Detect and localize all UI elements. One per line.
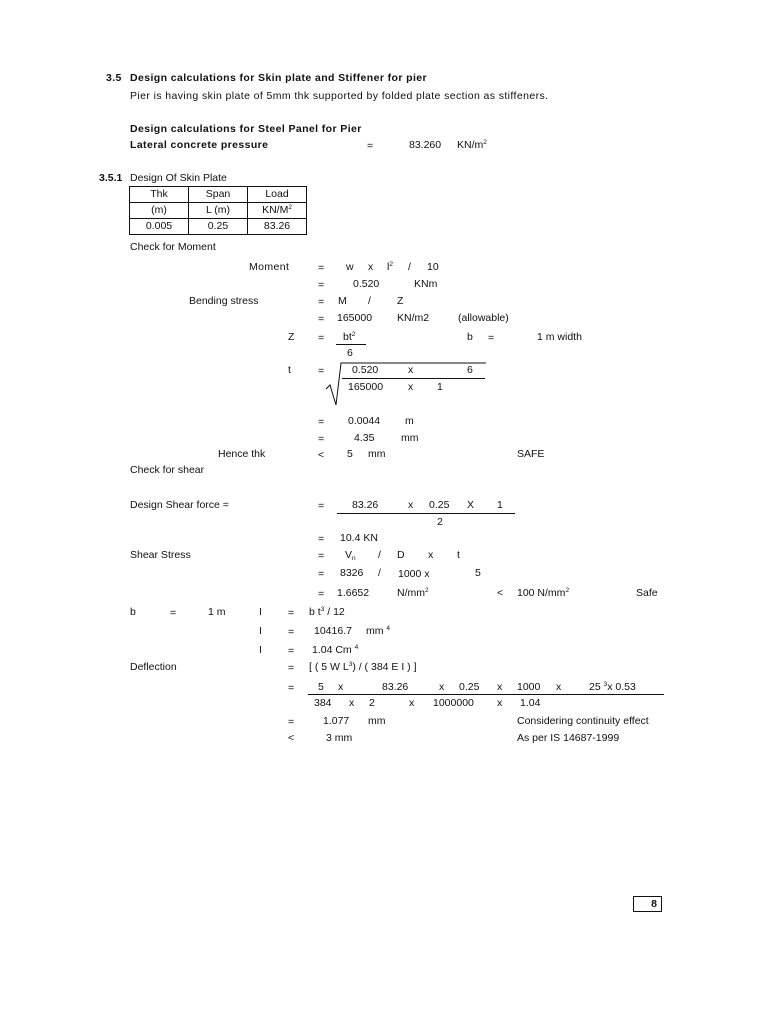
t-res1-eq: = [318, 416, 325, 428]
inertia-v1-unit: mm $^4$ [366, 625, 391, 637]
shear-stress-V: $V_n$ [345, 549, 356, 562]
t-den-b: 1 [437, 381, 443, 393]
deflection-unit: mm [368, 715, 386, 727]
hence-value: 5 [347, 448, 353, 460]
shear-force-label: Design Shear force = [130, 499, 229, 511]
deflection-n-last: 25 $^3$x 0.53 [589, 681, 636, 693]
z-b-eq: = [488, 332, 495, 344]
shear-value-eq: = [318, 588, 325, 600]
z-width: 1 m width [537, 331, 582, 343]
deflection-fraction-bar [308, 694, 664, 695]
deflection-d: 2 [369, 697, 375, 709]
inertia-I-1: I [259, 606, 262, 618]
shear-force-eq: = [318, 500, 325, 512]
table-header-load: Load [248, 187, 307, 203]
skin-plate-table [129, 186, 307, 235]
shear-force-a: 83.26 [352, 499, 379, 511]
deflection-d: x [497, 697, 503, 709]
shear-fraction-bar [337, 513, 515, 514]
deflection-n: 83.26 [382, 681, 409, 693]
shear-value-unit: $N/mm^2$ [397, 587, 429, 599]
bending-value-eq: = [318, 313, 325, 325]
z-label: Z [288, 331, 295, 343]
shear-result: 10.4 KN [340, 532, 378, 544]
pressure-unit: $KN/m^2$ [457, 139, 487, 151]
inertia-v1: 10416.7 [314, 625, 352, 637]
moment-div: / [408, 261, 411, 273]
deflection-value-eq: = [288, 716, 295, 728]
shear-stress-x: x [428, 549, 434, 561]
pressure-eq: = [367, 140, 374, 152]
deflection-n: 1000 [517, 681, 541, 693]
t-num-x: x [408, 364, 414, 376]
shear-calc-den: 1000 x [398, 568, 430, 580]
table-header-span: Span [189, 187, 248, 203]
deflection-d: x [349, 697, 355, 709]
page-number: 8 [633, 896, 662, 912]
inertia-b-val: 1 m [208, 606, 226, 618]
moment-eq: = [318, 262, 325, 274]
shear-stress-eq: = [318, 550, 325, 562]
shear-calc-num: 8326 [340, 567, 364, 579]
inertia-v2: 1.04 Cm $^4$ [312, 644, 359, 656]
deflection-d: 1000000 [433, 697, 474, 709]
deflection-d: 384 [314, 697, 332, 709]
panel-heading: Design calculations for Steel Panel for Pier [130, 123, 362, 135]
t-fraction-bar [342, 378, 485, 379]
subsection-number: 3.5.1 [99, 172, 123, 184]
pressure-value: 83.260 [409, 139, 442, 151]
deflection-d: x [409, 697, 415, 709]
shear-result-eq: = [318, 533, 325, 545]
shear-stress-label: Shear Stress [130, 549, 191, 561]
shear-force-c: 1 [497, 499, 503, 511]
shear-calc-five: 5 [475, 567, 481, 579]
t-den-a: 165000 [348, 381, 384, 393]
check-moment-label: Check for Moment [130, 241, 216, 253]
shear-calc-div: / [378, 567, 381, 579]
pressure-label: Lateral concrete pressure [130, 139, 269, 151]
moment-value: 0.520 [353, 278, 380, 290]
t-res2-unit: mm [401, 432, 419, 444]
deflection-n: x [439, 681, 445, 693]
bending-div: / [368, 295, 371, 307]
z-numerator: $bt^2$ [343, 331, 356, 343]
table-value-span: 0.25 [189, 219, 248, 235]
shear-stress-div: / [378, 549, 381, 561]
section-title: Design calculations for Skin plate and Stiffener for pier [130, 72, 428, 84]
inertia-formula: b $t^3 / 12$ [309, 606, 345, 618]
moment-value-eq: = [318, 279, 325, 291]
hence-status: SAFE [517, 448, 545, 460]
shear-force-x: x [408, 499, 414, 511]
deflection-formula: [ ( 5 W $L^3$) / ( 384 E I ) ] [309, 661, 417, 673]
t-label: t [288, 364, 291, 376]
t-num-b: 6 [467, 364, 473, 376]
table-row [130, 219, 307, 235]
t-res1: 0.0044 [348, 415, 381, 427]
section-number: 3.5 [106, 72, 122, 84]
inertia-eq-1: = [288, 607, 295, 619]
deflection-n: 5 [318, 681, 324, 693]
shear-stress-t: t [457, 549, 460, 561]
t-res2-eq: = [318, 433, 325, 445]
table-value-thk: 0.005 [130, 219, 189, 235]
bending-eq: = [318, 296, 325, 308]
deflection-limit: 3 mm [326, 732, 353, 744]
shear-force-b: 0.25 [429, 499, 450, 511]
table-value-load: 83.26 [248, 219, 307, 235]
moment-ten: 10 [427, 261, 439, 273]
hence-unit: mm [368, 448, 386, 460]
deflection-value: 1.077 [323, 715, 350, 727]
subsection-title: Design Of Skin Plate [130, 172, 227, 184]
t-num-a: 0.520 [352, 364, 379, 376]
bending-M: M [338, 295, 347, 307]
table-unit-load: $KN/M^2$ [248, 203, 307, 219]
hence-lt: < [318, 449, 325, 461]
moment-x: x [368, 261, 374, 273]
shear-stress-D: D [397, 549, 405, 561]
t-den-x: x [408, 381, 414, 393]
section-intro: Pier is having skin plate of 5mm thk supported by folded plate section as stiffeners. [130, 90, 549, 102]
z-fraction-bar [336, 344, 366, 345]
bending-Z: Z [397, 295, 404, 307]
inertia-I-2: I [259, 625, 262, 637]
inertia-eq-3: = [288, 645, 295, 657]
shear-lt: < [497, 587, 504, 599]
deflection-calc-eq: = [288, 682, 295, 694]
table-unit-span: L (m) [189, 203, 248, 219]
inertia-b-eq: = [170, 607, 177, 619]
deflection-n: 0.25 [459, 681, 480, 693]
z-eq: = [318, 332, 325, 344]
table-header-thk: Thk [130, 187, 189, 203]
inertia-I-3: I [259, 644, 262, 656]
deflection-n: x [338, 681, 344, 693]
moment-l: $l^2$ [387, 261, 393, 273]
z-b: b [467, 331, 473, 343]
z-denominator: 6 [347, 347, 353, 359]
shear-calc-eq: = [318, 568, 325, 580]
shear-force-den: 2 [437, 516, 443, 528]
shear-limit: 100 $N/mm^2$ [517, 587, 570, 599]
shear-value: 1.6652 [337, 587, 370, 599]
deflection-n: x [497, 681, 503, 693]
hence-label: Hence thk [218, 448, 266, 460]
deflection-eq: = [288, 662, 295, 674]
t-res2: 4.35 [354, 432, 375, 444]
inertia-b: b [130, 606, 136, 618]
deflection-note: Considering continuity effect [517, 715, 649, 727]
inertia-eq-2: = [288, 626, 295, 638]
table-row [130, 203, 307, 219]
table-unit-thk: (m) [130, 203, 189, 219]
shear-status: Safe [636, 587, 658, 599]
t-eq: = [318, 365, 325, 377]
moment-label: Moment [249, 261, 290, 273]
bending-unit: KN/m2 [397, 312, 430, 324]
deflection-label: Deflection [130, 661, 177, 673]
deflection-lt: < [288, 732, 295, 744]
check-shear-label: Check for shear [130, 464, 205, 476]
moment-unit: KNm [414, 278, 438, 290]
table-row [130, 187, 307, 203]
bending-note: (allowable) [458, 312, 509, 324]
t-res1-unit: m [405, 415, 414, 427]
deflection-n: x [556, 681, 562, 693]
bending-value: 165000 [337, 312, 373, 324]
bending-label: Bending stress [189, 295, 259, 307]
moment-w: w [346, 261, 354, 273]
deflection-d: 1.04 [520, 697, 541, 709]
shear-force-X: X [467, 499, 475, 511]
deflection-code: As per IS 14687-1999 [517, 732, 620, 744]
